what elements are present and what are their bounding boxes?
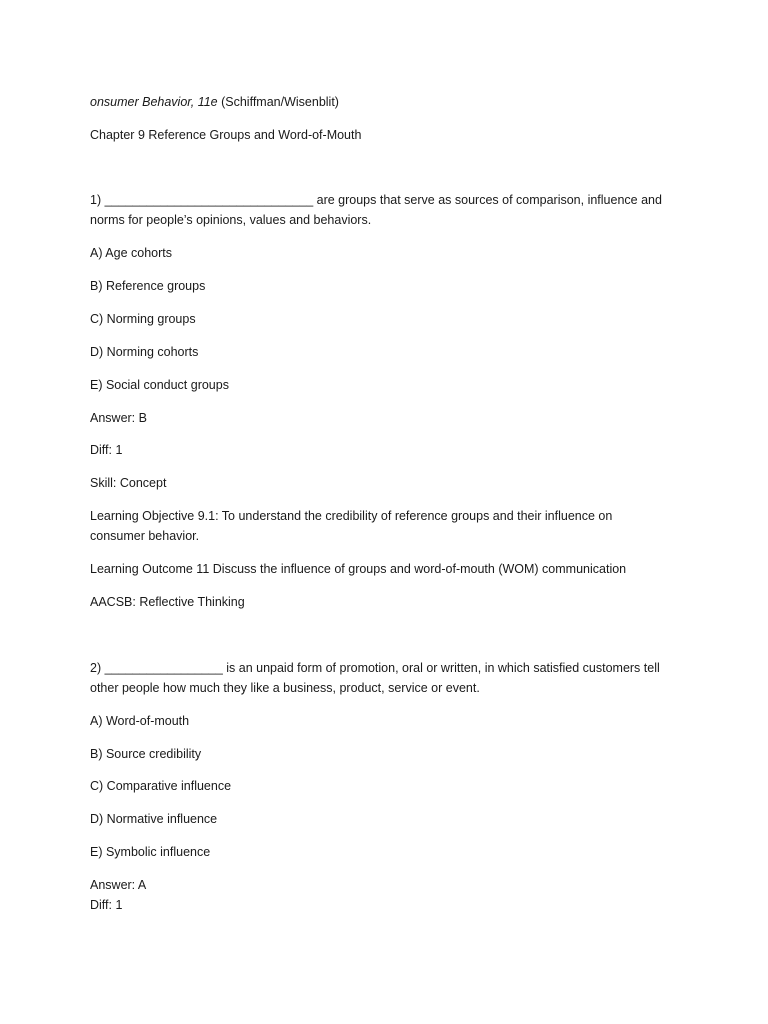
question-1-option-b: B) Reference groups bbox=[90, 279, 206, 293]
question-1-skill: Skill: Concept bbox=[90, 476, 167, 490]
question-2-stem-line-1: 2) _________________ is an unpaid form of promotion, oral or written, in which satisfied customers tell bbox=[90, 661, 660, 675]
question-2-option-a: A) Word-of-mouth bbox=[90, 714, 190, 728]
question-2-stem-line-2: other people how much they like a business, product, service or event. bbox=[90, 681, 480, 695]
question-2-option-e: E) Symbolic influence bbox=[90, 845, 211, 859]
question-1-learning-objective-line-2: consumer behavior. bbox=[90, 529, 200, 543]
question-2-option-d: D) Normative influence bbox=[90, 812, 218, 826]
question-1-aacsb: AACSB: Reflective Thinking bbox=[90, 595, 245, 609]
question-1-stem-line-1: 1) ______________________________ are groups that serve as sources of comparison, influence and bbox=[90, 193, 662, 207]
question-1-option-a: A) Age cohorts bbox=[90, 246, 172, 260]
book-title-line bbox=[90, 92, 339, 112]
question-1-answer: Answer: B bbox=[90, 411, 147, 425]
question-1-option-e: E) Social conduct groups bbox=[90, 378, 229, 392]
question-2-difficulty: Diff: 1 bbox=[90, 898, 123, 912]
book-authors: (Schiffman/Wisenblit) bbox=[217, 95, 339, 109]
question-1-difficulty: Diff: 1 bbox=[90, 443, 123, 457]
question-2-answer: Answer: A bbox=[90, 878, 147, 892]
chapter-heading: Chapter 9 Reference Groups and Word-of-Mouth bbox=[90, 128, 362, 142]
book-title: onsumer Behavior, 11e bbox=[90, 95, 218, 109]
question-1-option-d: D) Norming cohorts bbox=[90, 345, 199, 359]
question-1-option-c: C) Norming groups bbox=[90, 312, 196, 326]
question-1-stem-line-2: norms for people’s opinions, values and behaviors. bbox=[90, 213, 372, 227]
question-1-learning-objective-line-1: Learning Objective 9.1: To understand the credibility of reference groups and their influence on bbox=[90, 509, 613, 523]
question-2-option-c: C) Comparative influence bbox=[90, 779, 232, 793]
question-2-option-b: B) Source credibility bbox=[90, 747, 202, 761]
question-1-learning-outcome: Learning Outcome 11 Discuss the influence of groups and word-of-mouth (WOM) communication bbox=[90, 562, 627, 576]
